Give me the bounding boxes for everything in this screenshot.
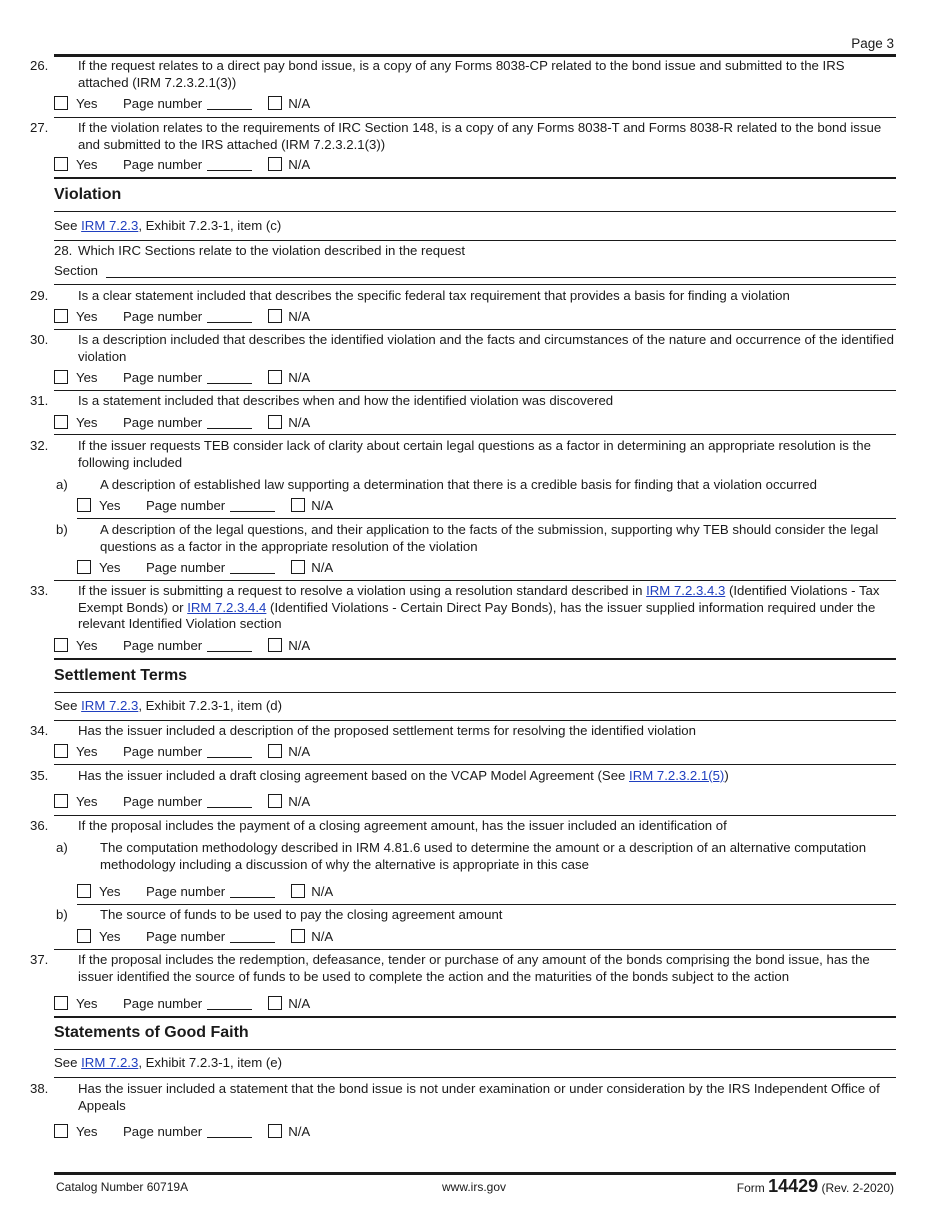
- yes-label: Yes: [76, 995, 98, 1011]
- answer-row-31: [54, 413, 310, 431]
- question-38: [30, 1081, 896, 1114]
- question-number: 38.: [30, 1081, 49, 1096]
- divider: [54, 815, 896, 816]
- irm-7-2-3-4-4-link[interactable]: IRM 7.2.3.4.4: [187, 599, 267, 615]
- question-number: 30.: [30, 332, 49, 347]
- see-prefix: See: [54, 698, 82, 713]
- yes-checkbox[interactable]: [77, 929, 91, 943]
- sub-item-label: a): [56, 477, 68, 492]
- question-28: [54, 243, 896, 260]
- sub-item-text: The source of funds to be used to pay the closing agreement amount: [100, 907, 503, 922]
- page-number-field[interactable]: [230, 929, 275, 943]
- sub-item-label: b): [56, 907, 68, 922]
- na-checkbox[interactable]: [291, 560, 305, 574]
- question-37: [30, 952, 896, 985]
- question-26: [30, 58, 896, 91]
- question-34: [30, 723, 896, 740]
- see-rest: , Exhibit 7.2.3-1, item (d): [138, 698, 282, 713]
- yes-checkbox[interactable]: [54, 309, 68, 323]
- divider: [54, 1016, 896, 1018]
- question-number: 37.: [30, 952, 49, 967]
- divider: [77, 518, 896, 519]
- catalog-number: Catalog Number 60719A: [56, 1180, 189, 1194]
- divider: [54, 211, 896, 212]
- answer-row-29: [54, 307, 310, 325]
- na-label: N/A: [288, 308, 311, 324]
- question-32b: [54, 522, 896, 555]
- page-number-label: Page number: [123, 1123, 203, 1139]
- divider: [54, 949, 896, 950]
- na-checkbox[interactable]: [291, 884, 305, 898]
- divider: [77, 904, 896, 905]
- see-rest: , Exhibit 7.2.3-1, item (e): [138, 1055, 282, 1070]
- yes-checkbox[interactable]: [54, 415, 68, 429]
- yes-checkbox[interactable]: [54, 744, 68, 758]
- question-text: If the proposal includes the payment of a closing agreement amount, has the issuer included an identification of: [78, 818, 727, 833]
- yes-label: Yes: [99, 928, 121, 944]
- page-number-field[interactable]: [207, 415, 252, 429]
- na-checkbox[interactable]: [268, 157, 282, 171]
- answer-row-35: [54, 792, 310, 810]
- page-number-field[interactable]: [207, 370, 252, 384]
- yes-checkbox[interactable]: [77, 498, 91, 512]
- na-checkbox[interactable]: [268, 794, 282, 808]
- form-revision: (Rev. 2-2020): [821, 1181, 894, 1195]
- yes-checkbox[interactable]: [54, 996, 68, 1010]
- na-checkbox[interactable]: [268, 96, 282, 110]
- na-checkbox[interactable]: [268, 996, 282, 1010]
- question-27: [30, 120, 896, 153]
- irm-link[interactable]: IRM 7.2.3: [81, 1055, 139, 1070]
- page-number-label: Page number: [123, 414, 203, 430]
- yes-label: Yes: [76, 637, 98, 653]
- section-field-row: [54, 263, 896, 281]
- page-number-field[interactable]: [207, 309, 252, 323]
- na-checkbox[interactable]: [268, 744, 282, 758]
- question-text: Is a statement included that describes when and how the identified violation was discovered: [78, 393, 614, 408]
- yes-label: Yes: [76, 414, 98, 430]
- question-36a: [54, 840, 896, 873]
- divider: [54, 580, 896, 581]
- page-number-label: Page number: [146, 559, 226, 575]
- page-number-label: Page number: [123, 156, 203, 172]
- page-number-field[interactable]: [207, 157, 252, 171]
- page-number-label: Page number: [123, 743, 203, 759]
- question-30: [30, 332, 896, 365]
- question-number: 36.: [30, 818, 49, 833]
- yes-label: Yes: [76, 1123, 98, 1139]
- page-number-field[interactable]: [207, 744, 252, 758]
- divider: [54, 720, 896, 721]
- divider: [54, 117, 896, 118]
- na-label: N/A: [311, 497, 334, 513]
- see-reference-violation: [54, 218, 896, 233]
- yes-checkbox[interactable]: [54, 370, 68, 384]
- page-number-field[interactable]: [207, 996, 252, 1010]
- page-number-label: Page number: [123, 369, 203, 385]
- question-text: Is a description included that describes the identified violation and the facts and circumstances of the nature and occurrence of the identified violation: [78, 332, 894, 364]
- yes-label: Yes: [99, 559, 121, 575]
- answer-row-36b: [77, 927, 333, 945]
- question-text: If the violation relates to the requirements of IRC Section 148, is a copy of any Forms 8038-T and Forms 8038-R related to the bond issue and submitted to the IRS attached (IRM 7.2.3.2.1(3)): [78, 120, 882, 152]
- question-text: Which IRC Sections relate to the violation described in the request: [78, 243, 466, 258]
- yes-checkbox[interactable]: [54, 638, 68, 652]
- divider: [54, 177, 896, 179]
- na-label: N/A: [311, 928, 334, 944]
- page-number-field[interactable]: [230, 498, 275, 512]
- na-checkbox[interactable]: [268, 638, 282, 652]
- answer-row-26: [54, 94, 310, 112]
- question-text-1: Has the issuer included a draft closing agreement based on the VCAP Model Agreement (See: [78, 768, 630, 783]
- answer-row-34: [54, 742, 310, 760]
- question-number: 28.: [54, 243, 73, 258]
- section-label: Section: [54, 263, 98, 278]
- na-checkbox[interactable]: [268, 415, 282, 429]
- page-number-label: Page 3: [851, 36, 894, 51]
- divider: [54, 240, 896, 241]
- na-label: N/A: [288, 369, 311, 385]
- sub-item-text: The computation methodology described in IRM 4.81.6 used to determine the amount or a description of an alternative computation methodology including a discussion of why the alternative is appropriate in this case: [100, 840, 867, 872]
- answer-row-36a: [77, 882, 333, 900]
- irm-7-2-3-4-3-link[interactable]: IRM 7.2.3.4.3: [646, 583, 726, 598]
- question-number: 34.: [30, 723, 49, 738]
- website-text: www.irs.gov: [442, 1180, 507, 1194]
- divider: [54, 284, 896, 285]
- page-number-label: Page number: [146, 883, 226, 899]
- section-heading-settlement-terms: Settlement Terms: [54, 667, 188, 684]
- sub-item-text: A description of established law supporting a determination that there is a credible basis for finding that a violation occurred: [100, 477, 817, 492]
- see-rest: , Exhibit 7.2.3-1, item (c): [138, 218, 282, 233]
- page-number-label: Page number: [123, 637, 203, 653]
- form-word: Form: [736, 1181, 765, 1195]
- question-text: If the issuer requests TEB consider lack of clarity about certain legal questions as a factor in determining an appropriate resolution is the following included: [78, 438, 871, 470]
- yes-label: Yes: [76, 95, 98, 111]
- question-number: 31.: [30, 393, 49, 408]
- question-number: 33.: [30, 583, 49, 598]
- question-31: [30, 393, 896, 410]
- na-label: N/A: [288, 793, 311, 809]
- question-text-2: ): [724, 768, 729, 783]
- na-label: N/A: [288, 414, 311, 430]
- yes-checkbox[interactable]: [54, 96, 68, 110]
- page-number-field[interactable]: [230, 884, 275, 898]
- answer-row-38: [54, 1122, 310, 1140]
- yes-label: Yes: [76, 369, 98, 385]
- question-text: Has the issuer included a description of the proposed settlement terms for resolving the identified violation: [78, 723, 696, 738]
- page-number-label: Page number: [123, 308, 203, 324]
- divider: [54, 1077, 896, 1078]
- answer-row-33: [54, 636, 310, 654]
- page-number-field[interactable]: [207, 638, 252, 652]
- yes-label: Yes: [99, 883, 121, 899]
- see-reference-settlement: [54, 698, 896, 713]
- page-number-field[interactable]: [230, 560, 275, 574]
- divider: [54, 1049, 896, 1050]
- irm-link[interactable]: IRM 7.2.3: [81, 218, 139, 233]
- page-number-field[interactable]: [207, 1124, 252, 1138]
- yes-checkbox[interactable]: [54, 1124, 68, 1138]
- answer-row-32a: [77, 496, 333, 514]
- question-number: 29.: [30, 288, 49, 303]
- irm-7-2-3-2-1-5-link[interactable]: IRM 7.2.3.2.1(5): [629, 768, 725, 783]
- see-prefix: See: [54, 1055, 78, 1070]
- question-36: [30, 818, 896, 835]
- section-heading-violation: Violation: [54, 186, 122, 203]
- question-number: 27.: [30, 120, 49, 135]
- answer-row-37: [54, 994, 310, 1012]
- yes-checkbox[interactable]: [54, 794, 68, 808]
- question-text-2: (Identified Violations - Tax Exempt Bonds) or: [78, 583, 880, 615]
- answer-row-27: [54, 155, 310, 173]
- form-page: [30, 0, 896, 1230]
- form-number: 14429: [768, 1176, 819, 1196]
- divider: [54, 764, 896, 765]
- see-reference-good-faith: [54, 1055, 896, 1070]
- na-label: N/A: [288, 637, 311, 653]
- question-text: If the request relates to a direct pay bond issue, is a copy of any Forms 8038-CP related to the bond issue and submitted to the IRS attached (IRM 7.2.3.2.1(3)): [78, 58, 845, 90]
- na-label: N/A: [311, 559, 334, 575]
- na-checkbox[interactable]: [268, 1124, 282, 1138]
- divider: [54, 434, 896, 435]
- page-number-label: Page number: [123, 995, 203, 1011]
- section-heading-good-faith: Statements of Good Faith: [54, 1024, 249, 1041]
- yes-checkbox[interactable]: [54, 157, 68, 171]
- divider: [54, 329, 896, 330]
- page-number-label: Page number: [146, 928, 226, 944]
- question-text-1: If the issuer is submitting a request to resolve a violation using a resolution standard described in: [78, 583, 647, 598]
- na-label: N/A: [288, 743, 311, 759]
- page-number-label: Page number: [123, 793, 203, 809]
- page-number-field[interactable]: [207, 794, 252, 808]
- na-label: N/A: [288, 1123, 311, 1139]
- sub-item-text: A description of the legal questions, and their application to the facts of the submission, supporting why TEB should consider the legal questions as a factor in the appropriate resolution of the violation: [100, 522, 879, 554]
- na-checkbox[interactable]: [291, 498, 305, 512]
- top-rule: [54, 54, 896, 57]
- question-text: Is a clear statement included that describes the specific federal tax requirement that provides a basis for finding a violation: [78, 288, 790, 303]
- na-label: N/A: [288, 995, 311, 1011]
- question-text: If the proposal includes the redemption, defeasance, tender or purchase of any amount of the bonds comprising the bond issue, has the issuer identified the source of funds to be used to complete the action and the maturities of the bonds subject to the action: [78, 952, 870, 984]
- na-checkbox[interactable]: [268, 309, 282, 323]
- yes-checkbox[interactable]: [77, 560, 91, 574]
- na-label: N/A: [288, 95, 311, 111]
- irm-link[interactable]: IRM 7.2.3: [81, 698, 139, 713]
- yes-label: Yes: [76, 743, 98, 759]
- page-number-field[interactable]: [207, 96, 252, 110]
- section-input-line[interactable]: [106, 277, 896, 278]
- form-identifier: [737, 1176, 894, 1197]
- na-checkbox[interactable]: [268, 370, 282, 384]
- answer-row-30: [54, 368, 310, 386]
- na-checkbox[interactable]: [291, 929, 305, 943]
- yes-checkbox[interactable]: [77, 884, 91, 898]
- question-text-3: (Identified Violations - Certain Direct Pay Bonds), has the issuer supplied information required under the relevant Identified Violation section: [78, 599, 876, 631]
- sub-item-label: b): [56, 522, 68, 537]
- question-number: 26.: [30, 58, 49, 73]
- answer-row-32b: [77, 558, 333, 576]
- yes-label: Yes: [76, 156, 98, 172]
- yes-label: Yes: [76, 308, 98, 324]
- see-prefix: See: [54, 218, 82, 233]
- divider: [54, 692, 896, 693]
- divider: [54, 658, 896, 660]
- page-number-label: Page number: [146, 497, 226, 513]
- question-number: 35.: [30, 768, 49, 783]
- yes-label: Yes: [76, 793, 98, 809]
- question-32a: [54, 477, 896, 494]
- question-number: 32.: [30, 438, 49, 453]
- yes-label: Yes: [99, 497, 121, 513]
- sub-item-label: a): [56, 840, 68, 855]
- question-35: [30, 768, 896, 785]
- na-label: N/A: [288, 156, 311, 172]
- na-label: N/A: [311, 883, 334, 899]
- divider: [54, 390, 896, 391]
- question-36b: [54, 907, 896, 924]
- question-33: [30, 583, 896, 633]
- question-text: Has the issuer included a statement that the bond issue is not under examination or under consideration by the IRS Independent Office of Appeals: [78, 1081, 880, 1113]
- question-32: [30, 438, 896, 471]
- page-number-label: Page number: [123, 95, 203, 111]
- question-29: [30, 288, 896, 305]
